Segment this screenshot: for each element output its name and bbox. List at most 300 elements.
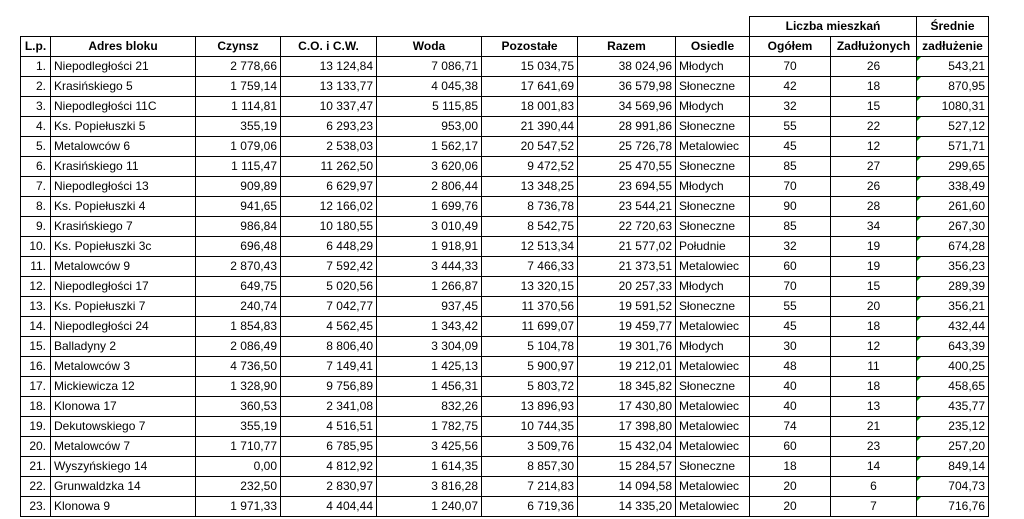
cell-srednie-zadluzenie[interactable] (917, 157, 989, 177)
cell-srednie-zadluzenie[interactable] (917, 197, 989, 217)
table-body (21, 57, 989, 517)
cell-zadluzonych[interactable]: 19 (831, 257, 917, 277)
cell-pozostale[interactable]: 5 900,97 (482, 357, 578, 377)
cell-woda[interactable]: 1 699,76 (377, 197, 482, 217)
cell-value: 235,12 (948, 419, 985, 433)
cell-osiedle[interactable]: Południe (676, 237, 750, 257)
cell-ogolem[interactable]: 20 (750, 477, 831, 497)
cell-razem[interactable]: 36 579,98 (578, 77, 676, 97)
cell-adres[interactable]: Wyszyńskiego 14 (51, 457, 196, 477)
cell-razem[interactable]: 17 398,80 (578, 417, 676, 437)
cell-zadluzonych[interactable]: 15 (831, 277, 917, 297)
cell-adres[interactable]: Niepodległości 24 (51, 317, 196, 337)
cell-razem[interactable]: 25 470,55 (578, 157, 676, 177)
cell-pozostale[interactable]: 20 547,52 (482, 137, 578, 157)
col-header-zadluzenie[interactable]: zadłużenie (917, 37, 989, 57)
cell-czynsz[interactable]: 1 971,33 (196, 497, 281, 517)
cell-srednie-zadluzenie[interactable] (917, 337, 989, 357)
cell-ogolem[interactable]: 20 (750, 497, 831, 517)
cell-lp[interactable]: 19. (21, 417, 51, 437)
cell-zadluzonych[interactable]: 20 (831, 297, 917, 317)
cell-lp[interactable]: 10. (21, 237, 51, 257)
cell-srednie-zadluzenie[interactable] (917, 77, 989, 97)
cell-value: 458,65 (948, 379, 985, 393)
cell-osiedle[interactable]: Słoneczne (676, 457, 750, 477)
cell-pozostale[interactable]: 10 744,35 (482, 417, 578, 437)
cell-zadluzonych[interactable]: 23 (831, 437, 917, 457)
cell-razem[interactable]: 23 544,21 (578, 197, 676, 217)
cell-pozostale[interactable]: 11 370,56 (482, 297, 578, 317)
cell-zadluzonych[interactable]: 15 (831, 97, 917, 117)
cell-lp[interactable]: 23. (21, 497, 51, 517)
cell-srednie-zadluzenie[interactable] (917, 317, 989, 337)
cell-srednie-zadluzenie[interactable] (917, 117, 989, 137)
cell-srednie-zadluzenie[interactable] (917, 457, 989, 477)
cell-adres[interactable]: Krasińskiego 7 (51, 217, 196, 237)
cell-ogolem[interactable]: 40 (750, 377, 831, 397)
cell-razem[interactable]: 21 373,51 (578, 257, 676, 277)
cell-razem[interactable]: 15 284,57 (578, 457, 676, 477)
cell-lp[interactable]: 15. (21, 337, 51, 357)
cell-srednie-zadluzenie[interactable] (917, 357, 989, 377)
cell-adres[interactable]: Metalowców 3 (51, 357, 196, 377)
cell-pozostale[interactable]: 15 034,75 (482, 57, 578, 77)
cell-razem[interactable]: 19 301,76 (578, 337, 676, 357)
cell-co-cw[interactable]: 6 629,97 (281, 177, 377, 197)
cell-value: 435,77 (948, 399, 985, 413)
cell-czynsz[interactable]: 1 710,77 (196, 437, 281, 457)
cell-woda[interactable]: 1 562,17 (377, 137, 482, 157)
cell-co-cw[interactable]: 4 562,45 (281, 317, 377, 337)
cell-razem[interactable]: 15 432,04 (578, 437, 676, 457)
header-row (21, 37, 989, 57)
cell-pozostale[interactable]: 13 320,15 (482, 277, 578, 297)
cell-czynsz[interactable]: 2 086,49 (196, 337, 281, 357)
cell-lp[interactable]: 2. (21, 77, 51, 97)
cell-czynsz[interactable]: 649,75 (196, 277, 281, 297)
cell-adres[interactable]: Niepodległości 17 (51, 277, 196, 297)
cell-pozostale[interactable]: 13 896,93 (482, 397, 578, 417)
cell-pozostale[interactable]: 8 857,30 (482, 457, 578, 477)
cell-woda[interactable]: 3 620,06 (377, 157, 482, 177)
formula-marker-icon (917, 257, 921, 261)
cell-lp[interactable]: 21. (21, 457, 51, 477)
cell-adres[interactable]: Ks. Popiełuszki 4 (51, 197, 196, 217)
cell-lp[interactable]: 14. (21, 317, 51, 337)
cell-razem[interactable]: 21 577,02 (578, 237, 676, 257)
cell-ogolem[interactable]: 60 (750, 437, 831, 457)
cell-adres[interactable]: Ks. Popiełuszki 7 (51, 297, 196, 317)
col-header-pozostale[interactable]: Pozostałe (482, 37, 578, 57)
table-row (21, 157, 989, 177)
cell-osiedle[interactable]: Słoneczne (676, 217, 750, 237)
cell-zadluzonych[interactable]: 12 (831, 337, 917, 357)
cell-lp[interactable]: 4. (21, 117, 51, 137)
cell-co-cw[interactable]: 6 785,95 (281, 437, 377, 457)
cell-co-cw[interactable]: 11 262,50 (281, 157, 377, 177)
cell-woda[interactable]: 1 456,31 (377, 377, 482, 397)
cell-lp[interactable]: 20. (21, 437, 51, 457)
cell-value: 257,20 (948, 439, 985, 453)
cell-zadluzonych[interactable]: 6 (831, 477, 917, 497)
formula-marker-icon (917, 137, 921, 141)
cell-lp[interactable]: 6. (21, 157, 51, 177)
cell-pozostale[interactable]: 5 803,72 (482, 377, 578, 397)
cell-co-cw[interactable]: 8 806,40 (281, 337, 377, 357)
cell-osiedle[interactable]: Młodych (676, 177, 750, 197)
cell-adres[interactable]: Niepodległości 13 (51, 177, 196, 197)
cell-razem[interactable]: 20 257,33 (578, 277, 676, 297)
cell-zadluzonych[interactable]: 18 (831, 377, 917, 397)
cell-woda[interactable]: 1 266,87 (377, 277, 482, 297)
cell-lp[interactable]: 11. (21, 257, 51, 277)
cell-srednie-zadluzenie[interactable] (917, 277, 989, 297)
cell-adres[interactable]: Klonowa 17 (51, 397, 196, 417)
cell-ogolem[interactable]: 60 (750, 257, 831, 277)
cell-woda[interactable]: 937,45 (377, 297, 482, 317)
cell-woda[interactable]: 1 343,42 (377, 317, 482, 337)
cell-osiedle[interactable]: Słoneczne (676, 297, 750, 317)
cell-adres[interactable]: Niepodległości 11C (51, 97, 196, 117)
cell-zadluzonych[interactable]: 21 (831, 417, 917, 437)
cell-woda[interactable]: 5 115,85 (377, 97, 482, 117)
cell-co-cw[interactable]: 10 337,47 (281, 97, 377, 117)
cell-value: 338,49 (948, 179, 985, 193)
cell-woda[interactable]: 3 304,09 (377, 337, 482, 357)
cell-czynsz[interactable]: 2 778,66 (196, 57, 281, 77)
cell-pozostale[interactable]: 17 641,69 (482, 77, 578, 97)
table-row (21, 417, 989, 437)
cell-srednie-zadluzenie[interactable] (917, 257, 989, 277)
cell-osiedle[interactable]: Metalowiec (676, 317, 750, 337)
cell-razem[interactable]: 22 720,63 (578, 217, 676, 237)
cell-srednie-zadluzenie[interactable] (917, 397, 989, 417)
cell-czynsz[interactable]: 355,19 (196, 117, 281, 137)
cell-pozostale[interactable]: 18 001,83 (482, 97, 578, 117)
cell-co-cw[interactable]: 2 341,08 (281, 397, 377, 417)
cell-srednie-zadluzenie[interactable] (917, 137, 989, 157)
cell-czynsz[interactable]: 240,74 (196, 297, 281, 317)
cell-lp[interactable]: 3. (21, 97, 51, 117)
cell-razem[interactable]: 17 430,80 (578, 397, 676, 417)
col-header-lp[interactable]: L.p. (21, 37, 51, 57)
cell-osiedle[interactable]: Młodych (676, 57, 750, 77)
cell-zadluzonych[interactable]: 26 (831, 57, 917, 77)
cell-co-cw[interactable]: 13 133,77 (281, 77, 377, 97)
cell-zadluzonych[interactable]: 18 (831, 317, 917, 337)
cell-srednie-zadluzenie[interactable] (917, 217, 989, 237)
table-row (21, 357, 989, 377)
cell-czynsz[interactable]: 355,19 (196, 417, 281, 437)
cell-adres[interactable]: Metalowców 9 (51, 257, 196, 277)
cell-srednie-zadluzenie[interactable] (917, 177, 989, 197)
cell-value: 1080,31 (941, 99, 985, 113)
cell-ogolem[interactable]: 30 (750, 337, 831, 357)
cell-co-cw[interactable]: 10 180,55 (281, 217, 377, 237)
cell-razem[interactable]: 25 726,78 (578, 137, 676, 157)
cell-ogolem[interactable]: 32 (750, 97, 831, 117)
formula-marker-icon (917, 457, 921, 461)
cell-adres[interactable]: Klonowa 9 (51, 497, 196, 517)
cell-woda[interactable]: 3 010,49 (377, 217, 482, 237)
cell-razem[interactable]: 19 459,77 (578, 317, 676, 337)
cell-ogolem[interactable]: 48 (750, 357, 831, 377)
table-row (21, 277, 989, 297)
cell-czynsz[interactable]: 232,50 (196, 477, 281, 497)
cell-woda[interactable]: 1 614,35 (377, 457, 482, 477)
cell-co-cw[interactable]: 4 516,51 (281, 417, 377, 437)
cell-adres[interactable]: Krasińskiego 5 (51, 77, 196, 97)
cell-osiedle[interactable]: Słoneczne (676, 77, 750, 97)
group-header-srednie: Średnie (917, 17, 989, 37)
cell-srednie-zadluzenie[interactable] (917, 437, 989, 457)
cell-co-cw[interactable]: 4 404,44 (281, 497, 377, 517)
cell-srednie-zadluzenie[interactable] (917, 497, 989, 517)
formula-marker-icon (917, 377, 921, 381)
cell-value: 527,12 (948, 119, 985, 133)
cell-osiedle[interactable]: Metalowiec (676, 417, 750, 437)
cell-razem[interactable]: 14 094,58 (578, 477, 676, 497)
cell-lp[interactable]: 16. (21, 357, 51, 377)
cell-adres[interactable]: Mickiewicza 12 (51, 377, 196, 397)
table-row (21, 257, 989, 277)
cell-co-cw[interactable]: 7 042,77 (281, 297, 377, 317)
cell-zadluzonych[interactable]: 13 (831, 397, 917, 417)
cell-zadluzonych[interactable]: 7 (831, 497, 917, 517)
cell-pozostale[interactable]: 7 214,83 (482, 477, 578, 497)
cell-razem[interactable]: 14 335,20 (578, 497, 676, 517)
cell-ogolem[interactable]: 74 (750, 417, 831, 437)
cell-pozostale[interactable]: 12 513,34 (482, 237, 578, 257)
formula-marker-icon (917, 57, 921, 61)
cell-czynsz[interactable]: 1 759,14 (196, 77, 281, 97)
formula-marker-icon (917, 277, 921, 281)
table-row (21, 77, 989, 97)
cell-pozostale[interactable]: 3 509,76 (482, 437, 578, 457)
cell-srednie-zadluzenie[interactable] (917, 97, 989, 117)
cell-osiedle[interactable]: Słoneczne (676, 117, 750, 137)
cell-co-cw[interactable]: 7 592,42 (281, 257, 377, 277)
cell-woda[interactable]: 2 806,44 (377, 177, 482, 197)
cell-osiedle[interactable]: Słoneczne (676, 157, 750, 177)
cell-osiedle[interactable]: Metalowiec (676, 477, 750, 497)
cell-woda[interactable]: 953,00 (377, 117, 482, 137)
cell-razem[interactable]: 19 212,01 (578, 357, 676, 377)
table-row (21, 317, 989, 337)
cell-czynsz[interactable]: 909,89 (196, 177, 281, 197)
cell-lp[interactable]: 22. (21, 477, 51, 497)
cell-co-cw[interactable]: 9 756,89 (281, 377, 377, 397)
cell-czynsz[interactable]: 2 870,43 (196, 257, 281, 277)
cell-co-cw[interactable]: 2 830,97 (281, 477, 377, 497)
cell-co-cw[interactable]: 7 149,41 (281, 357, 377, 377)
cell-osiedle[interactable]: Metalowiec (676, 437, 750, 457)
cell-woda[interactable]: 3 816,28 (377, 477, 482, 497)
cell-lp[interactable]: 13. (21, 297, 51, 317)
cell-woda[interactable]: 4 045,38 (377, 77, 482, 97)
cell-pozostale[interactable]: 13 348,25 (482, 177, 578, 197)
table-row (21, 477, 989, 497)
cell-osiedle[interactable]: Metalowiec (676, 357, 750, 377)
table-row (21, 117, 989, 137)
cell-razem[interactable]: 38 024,96 (578, 57, 676, 77)
cell-woda[interactable]: 3 425,56 (377, 437, 482, 457)
cell-zadluzonych[interactable]: 27 (831, 157, 917, 177)
col-header-adres[interactable]: Adres bloku (51, 37, 196, 57)
cell-srednie-zadluzenie[interactable] (917, 57, 989, 77)
cell-osiedle[interactable]: Młodych (676, 337, 750, 357)
cell-ogolem[interactable]: 42 (750, 77, 831, 97)
cell-lp[interactable]: 7. (21, 177, 51, 197)
cell-lp[interactable]: 9. (21, 217, 51, 237)
cell-osiedle[interactable]: Metalowiec (676, 397, 750, 417)
cell-osiedle[interactable]: Słoneczne (676, 377, 750, 397)
cell-pozostale[interactable]: 11 699,07 (482, 317, 578, 337)
cell-czynsz[interactable]: 360,53 (196, 397, 281, 417)
cell-woda[interactable]: 3 444,33 (377, 257, 482, 277)
col-header-razem[interactable]: Razem (578, 37, 676, 57)
cell-lp[interactable]: 12. (21, 277, 51, 297)
cell-czynsz[interactable]: 1 328,90 (196, 377, 281, 397)
cell-co-cw[interactable]: 4 812,92 (281, 457, 377, 477)
table-row (21, 197, 989, 217)
cell-zadluzonych[interactable]: 28 (831, 197, 917, 217)
cell-czynsz[interactable]: 1 079,06 (196, 137, 281, 157)
cell-ogolem[interactable]: 40 (750, 397, 831, 417)
col-header-zadluzonych[interactable]: Zadłużonych (831, 37, 917, 57)
cell-ogolem[interactable]: 70 (750, 177, 831, 197)
cell-ogolem[interactable]: 32 (750, 237, 831, 257)
cell-srednie-zadluzenie[interactable] (917, 417, 989, 437)
cell-adres[interactable]: Krasińskiego 11 (51, 157, 196, 177)
cell-pozostale[interactable]: 21 390,44 (482, 117, 578, 137)
cell-srednie-zadluzenie[interactable] (917, 377, 989, 397)
cell-pozostale[interactable]: 8 542,75 (482, 217, 578, 237)
table-row (21, 457, 989, 477)
cell-zadluzonych[interactable]: 12 (831, 137, 917, 157)
cell-woda[interactable]: 832,26 (377, 397, 482, 417)
cell-lp[interactable]: 1. (21, 57, 51, 77)
cell-value: 267,30 (948, 219, 985, 233)
col-header-czynsz[interactable]: Czynsz (196, 37, 281, 57)
cell-adres[interactable]: Dekutowskiego 7 (51, 417, 196, 437)
cell-zadluzonych[interactable]: 34 (831, 217, 917, 237)
cell-zadluzonych[interactable]: 14 (831, 457, 917, 477)
cell-woda[interactable]: 7 086,71 (377, 57, 482, 77)
cell-ogolem[interactable]: 55 (750, 297, 831, 317)
table-row (21, 237, 989, 257)
cell-zadluzonych[interactable]: 11 (831, 357, 917, 377)
cell-czynsz[interactable]: 4 736,50 (196, 357, 281, 377)
cell-co-cw[interactable]: 6 448,29 (281, 237, 377, 257)
cell-czynsz[interactable]: 696,48 (196, 237, 281, 257)
cell-czynsz[interactable]: 986,84 (196, 217, 281, 237)
col-header-osiedle[interactable]: Osiedle (676, 37, 750, 57)
cell-co-cw[interactable]: 2 538,03 (281, 137, 377, 157)
cell-srednie-zadluzenie[interactable] (917, 477, 989, 497)
cell-ogolem[interactable]: 18 (750, 457, 831, 477)
cell-osiedle[interactable]: Słoneczne (676, 197, 750, 217)
cell-pozostale[interactable]: 5 104,78 (482, 337, 578, 357)
cell-lp[interactable]: 8. (21, 197, 51, 217)
cell-ogolem[interactable]: 70 (750, 277, 831, 297)
table-row (21, 177, 989, 197)
cell-osiedle[interactable]: Metalowiec (676, 257, 750, 277)
cell-co-cw[interactable]: 13 124,84 (281, 57, 377, 77)
cell-czynsz[interactable]: 941,65 (196, 197, 281, 217)
table-row (21, 297, 989, 317)
formula-marker-icon (917, 217, 921, 221)
cell-co-cw[interactable]: 12 166,02 (281, 197, 377, 217)
cell-woda[interactable]: 1 918,91 (377, 237, 482, 257)
col-header-co-cw[interactable]: C.O. i C.W. (281, 37, 377, 57)
cell-ogolem[interactable]: 85 (750, 217, 831, 237)
cell-zadluzonych[interactable]: 19 (831, 237, 917, 257)
cell-ogolem[interactable]: 55 (750, 117, 831, 137)
cell-razem[interactable]: 18 345,82 (578, 377, 676, 397)
cell-ogolem[interactable]: 85 (750, 157, 831, 177)
cell-adres[interactable]: Niepodległości 21 (51, 57, 196, 77)
cell-adres[interactable]: Metalowców 7 (51, 437, 196, 457)
cell-czynsz[interactable]: 1 114,81 (196, 97, 281, 117)
cell-adres[interactable]: Grunwaldzka 14 (51, 477, 196, 497)
cell-pozostale[interactable]: 9 472,52 (482, 157, 578, 177)
cell-pozostale[interactable]: 7 466,33 (482, 257, 578, 277)
cell-woda[interactable]: 1 425,13 (377, 357, 482, 377)
table-row (21, 437, 989, 457)
cell-srednie-zadluzenie[interactable] (917, 237, 989, 257)
cell-czynsz[interactable]: 1 854,83 (196, 317, 281, 337)
cell-ogolem[interactable]: 45 (750, 137, 831, 157)
cell-razem[interactable]: 23 694,55 (578, 177, 676, 197)
cell-ogolem[interactable]: 90 (750, 197, 831, 217)
cell-co-cw[interactable]: 5 020,56 (281, 277, 377, 297)
cell-zadluzonych[interactable]: 22 (831, 117, 917, 137)
cell-razem[interactable]: 34 569,96 (578, 97, 676, 117)
cell-lp[interactable]: 17. (21, 377, 51, 397)
cell-lp[interactable]: 18. (21, 397, 51, 417)
cell-czynsz[interactable]: 1 115,47 (196, 157, 281, 177)
cell-adres[interactable]: Ks. Popiełuszki 5 (51, 117, 196, 137)
cell-woda[interactable]: 1 782,75 (377, 417, 482, 437)
cell-razem[interactable]: 19 591,52 (578, 297, 676, 317)
cell-lp[interactable]: 5. (21, 137, 51, 157)
cell-osiedle[interactable]: Metalowiec (676, 497, 750, 517)
col-header-woda[interactable]: Woda (377, 37, 482, 57)
cell-razem[interactable]: 28 991,86 (578, 117, 676, 137)
cell-ogolem[interactable]: 70 (750, 57, 831, 77)
cell-value: 356,23 (948, 259, 985, 273)
cell-co-cw[interactable]: 6 293,23 (281, 117, 377, 137)
cell-ogolem[interactable]: 45 (750, 317, 831, 337)
cell-osiedle[interactable]: Metalowiec (676, 137, 750, 157)
cell-adres[interactable]: Ks. Popiełuszki 3c (51, 237, 196, 257)
cell-woda[interactable]: 1 240,07 (377, 497, 482, 517)
cell-osiedle[interactable]: Młodych (676, 277, 750, 297)
cell-zadluzonych[interactable]: 18 (831, 77, 917, 97)
col-header-ogolem[interactable]: Ogółem (750, 37, 831, 57)
cell-czynsz[interactable]: 0,00 (196, 457, 281, 477)
cell-adres[interactable]: Metalowców 6 (51, 137, 196, 157)
formula-marker-icon (917, 157, 921, 161)
cell-pozostale[interactable]: 6 719,36 (482, 497, 578, 517)
cell-adres[interactable]: Balladyny 2 (51, 337, 196, 357)
formula-marker-icon (917, 177, 921, 181)
cell-osiedle[interactable]: Młodych (676, 97, 750, 117)
cell-pozostale[interactable]: 8 736,78 (482, 197, 578, 217)
cell-srednie-zadluzenie[interactable] (917, 297, 989, 317)
cell-zadluzonych[interactable]: 26 (831, 177, 917, 197)
